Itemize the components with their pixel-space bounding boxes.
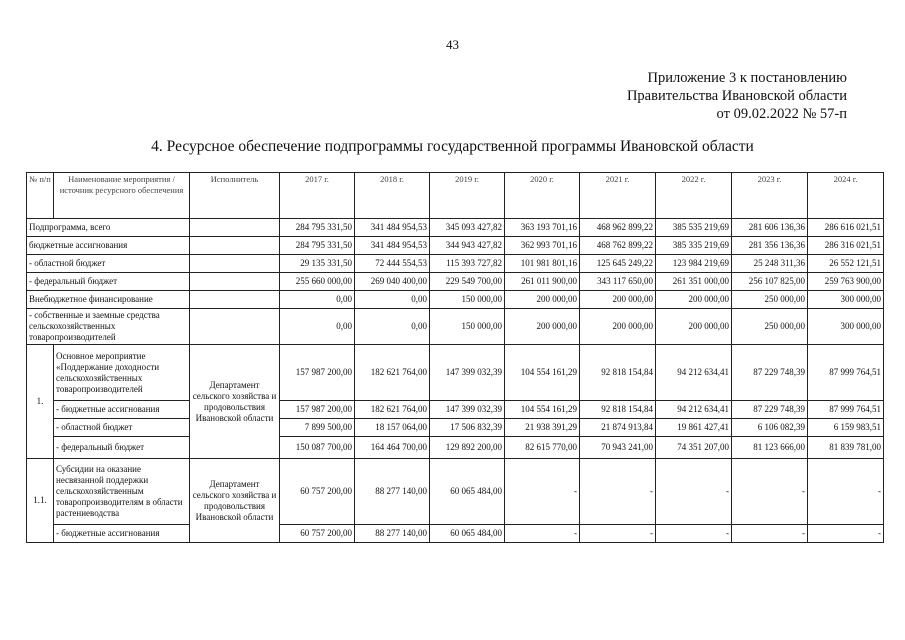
header-year: 2023 г. (732, 173, 808, 219)
value-cell: 150 000,00 (430, 309, 505, 345)
table-row (27, 437, 884, 459)
value-cell: 147 399 032,39 (430, 401, 505, 419)
value-cell: 200 000,00 (505, 291, 580, 309)
value-cell: 300 000,00 (808, 309, 884, 345)
value-cell: - (808, 525, 884, 543)
value-cell: 341 484 954,53 (355, 219, 430, 237)
value-cell: 6 159 983,51 (808, 419, 884, 437)
value-cell: 182 621 764,00 (355, 401, 430, 419)
value-cell: 0,00 (355, 309, 430, 345)
value-cell: 7 899 500,00 (280, 419, 355, 437)
header-num: № п/п (27, 173, 54, 219)
value-cell: - (505, 525, 580, 543)
value-cell: 281 606 136,36 (732, 219, 808, 237)
value-cell: 18 157 064,00 (355, 419, 430, 437)
table-row (27, 273, 884, 291)
header-year: 2019 г. (430, 173, 505, 219)
value-cell: 286 616 021,51 (808, 219, 884, 237)
executor-cell-empty (190, 309, 280, 345)
row-label: - бюджетные ассигнования (54, 401, 190, 419)
header-executor: Исполнитель (190, 173, 280, 219)
value-cell: 87 229 748,39 (732, 401, 808, 419)
header-year: 2018 г. (355, 173, 430, 219)
value-cell: 281 356 136,36 (732, 237, 808, 255)
value-cell: 21 874 913,84 (580, 419, 656, 437)
value-cell: 200 000,00 (505, 309, 580, 345)
row-label: бюджетные ассигнования (27, 237, 190, 255)
value-cell: 344 943 427,82 (430, 237, 505, 255)
value-cell: 17 506 832,39 (430, 419, 505, 437)
value-cell: 0,00 (355, 291, 430, 309)
group-2-rows (27, 459, 884, 543)
row-label: - областной бюджет (27, 255, 190, 273)
value-cell: 82 615 770,00 (505, 437, 580, 459)
value-cell: 60 757 200,00 (280, 525, 355, 543)
value-cell: 269 040 400,00 (355, 273, 430, 291)
value-cell: 0,00 (280, 309, 355, 345)
table-row (27, 419, 884, 437)
value-cell: 125 645 249,22 (580, 255, 656, 273)
value-cell: 123 984 219,69 (656, 255, 732, 273)
value-cell: - (656, 525, 732, 543)
appendix-line-1: Приложение 3 к постановлению (647, 70, 847, 86)
value-cell: 70 943 241,00 (580, 437, 656, 459)
row-label: Подпрограмма, всего (27, 219, 190, 237)
value-cell: 92 818 154,84 (580, 401, 656, 419)
value-cell: 250 000,00 (732, 291, 808, 309)
executor-cell: Департамент сельского хозяйства и продовольствия Ивановской области (190, 459, 280, 543)
row-label: - федеральный бюджет (27, 273, 190, 291)
value-cell: - (580, 459, 656, 525)
table-row (27, 255, 884, 273)
value-cell: 200 000,00 (580, 291, 656, 309)
value-cell: 87 999 764,51 (808, 401, 884, 419)
value-cell: 101 981 801,16 (505, 255, 580, 273)
value-cell: 25 248 311,36 (732, 255, 808, 273)
header-year: 2020 г. (505, 173, 580, 219)
value-cell: 200 000,00 (580, 309, 656, 345)
executor-cell: Департамент сельского хозяйства и продовольствия Ивановской области (190, 345, 280, 459)
appendix-block (627, 69, 847, 123)
row-number: 1. (27, 345, 54, 459)
value-cell: 250 000,00 (732, 309, 808, 345)
value-cell: - (732, 459, 808, 525)
table-row (27, 345, 884, 401)
value-cell: - (656, 459, 732, 525)
value-cell: 157 987 200,00 (280, 401, 355, 419)
value-cell: 362 993 701,16 (505, 237, 580, 255)
value-cell: 286 316 021,51 (808, 237, 884, 255)
executor-cell-empty (190, 291, 280, 309)
value-cell: 60 065 484,00 (430, 525, 505, 543)
value-cell: 88 277 140,00 (355, 525, 430, 543)
value-cell: 261 011 900,00 (505, 273, 580, 291)
value-cell: 200 000,00 (656, 309, 732, 345)
value-cell: 200 000,00 (656, 291, 732, 309)
value-cell: 150 000,00 (430, 291, 505, 309)
value-cell: 256 107 825,00 (732, 273, 808, 291)
value-cell: 6 106 082,39 (732, 419, 808, 437)
value-cell: - (732, 525, 808, 543)
header-name: Наименование мероприятия / источник ресурсного обеспечения (54, 173, 190, 219)
value-cell: 468 762 899,22 (580, 237, 656, 255)
value-cell: 81 123 666,00 (732, 437, 808, 459)
value-cell: 0,00 (280, 291, 355, 309)
table-row (27, 401, 884, 419)
appendix-line-2: Правительства Ивановской области (626, 88, 847, 104)
value-cell: - (580, 525, 656, 543)
row-label: Внебюджетное финансирование (27, 291, 190, 309)
table-row (27, 291, 884, 309)
value-cell: 300 000,00 (808, 291, 884, 309)
value-cell: 21 938 391,29 (505, 419, 580, 437)
value-cell: 92 818 154,84 (580, 345, 656, 401)
value-cell: 284 795 331,50 (280, 219, 355, 237)
value-cell: 26 552 121,51 (808, 255, 884, 273)
executor-cell-empty (190, 219, 280, 237)
row-label: - областной бюджет (54, 419, 190, 437)
value-cell: 284 795 331,50 (280, 237, 355, 255)
value-cell: 74 351 207,00 (656, 437, 732, 459)
value-cell: 255 660 000,00 (280, 273, 355, 291)
value-cell: 60 065 484,00 (430, 459, 505, 525)
value-cell: 104 554 161,29 (505, 401, 580, 419)
group-1-rows (27, 345, 884, 459)
value-cell: 87 999 764,51 (808, 345, 884, 401)
table-row (27, 237, 884, 255)
value-cell: 29 135 331,50 (280, 255, 355, 273)
value-cell: 147 399 032,39 (430, 345, 505, 401)
value-cell: 261 351 000,00 (656, 273, 732, 291)
table-row (27, 309, 884, 345)
summary-rows (27, 219, 884, 345)
value-cell: 157 987 200,00 (280, 345, 355, 401)
value-cell: 345 093 427,82 (430, 219, 505, 237)
value-cell: - (505, 459, 580, 525)
value-cell: 229 549 700,00 (430, 273, 505, 291)
executor-cell-empty (190, 237, 280, 255)
value-cell: 60 757 200,00 (280, 459, 355, 525)
value-cell: 87 229 748,39 (732, 345, 808, 401)
value-cell: 81 839 781,00 (808, 437, 884, 459)
row-label: - федеральный бюджет (54, 437, 190, 459)
row-label: - бюджетные ассигнования (54, 525, 190, 543)
table-row (27, 459, 884, 525)
value-cell: 19 861 427,41 (656, 419, 732, 437)
value-cell: 88 277 140,00 (355, 459, 430, 525)
value-cell: 115 393 727,82 (430, 255, 505, 273)
header-year: 2022 г. (656, 173, 732, 219)
value-cell: 164 464 700,00 (355, 437, 430, 459)
appendix-line-3: от 09.02.2022 № 57-п (716, 106, 847, 122)
value-cell: 363 193 701,16 (505, 219, 580, 237)
document-title: 4. Ресурсное обеспечение подпрограммы государственной программы Ивановской области (151, 138, 754, 155)
value-cell: 129 892 200,00 (430, 437, 505, 459)
row-label: - собственные и заемные средства сельскохозяйственных товаропроизводителей (27, 309, 190, 345)
value-cell: 341 484 954,53 (355, 237, 430, 255)
executor-cell-empty (190, 273, 280, 291)
value-cell: 468 962 899,22 (580, 219, 656, 237)
value-cell: 150 087 700,00 (280, 437, 355, 459)
value-cell: 385 535 219,69 (656, 219, 732, 237)
header-row (27, 173, 884, 219)
row-number: 1.1. (27, 459, 54, 543)
header-year: 2024 г. (808, 173, 884, 219)
page-number: 43 (446, 37, 459, 52)
value-cell: 94 212 634,41 (656, 345, 732, 401)
table-row (27, 525, 884, 543)
value-cell: 94 212 634,41 (656, 401, 732, 419)
row-label: Субсидии на оказание несвязанной поддержки сельскохозяйственным товаропроизводителям в области растениеводства (54, 459, 190, 525)
value-cell: 72 444 554,53 (355, 255, 430, 273)
table-row (27, 219, 884, 237)
header-year: 2021 г. (580, 173, 656, 219)
value-cell: 343 117 650,00 (580, 273, 656, 291)
row-label: Основное мероприятие «Поддержание доходности сельскохозяйственных товаропроизводителей (54, 345, 190, 401)
value-cell: 182 621 764,00 (355, 345, 430, 401)
value-cell: 385 335 219,69 (656, 237, 732, 255)
value-cell: 259 763 900,00 (808, 273, 884, 291)
value-cell: 104 554 161,29 (505, 345, 580, 401)
resource-table (26, 172, 884, 543)
executor-cell-empty (190, 255, 280, 273)
header-year: 2017 г. (280, 173, 355, 219)
value-cell: - (808, 459, 884, 525)
